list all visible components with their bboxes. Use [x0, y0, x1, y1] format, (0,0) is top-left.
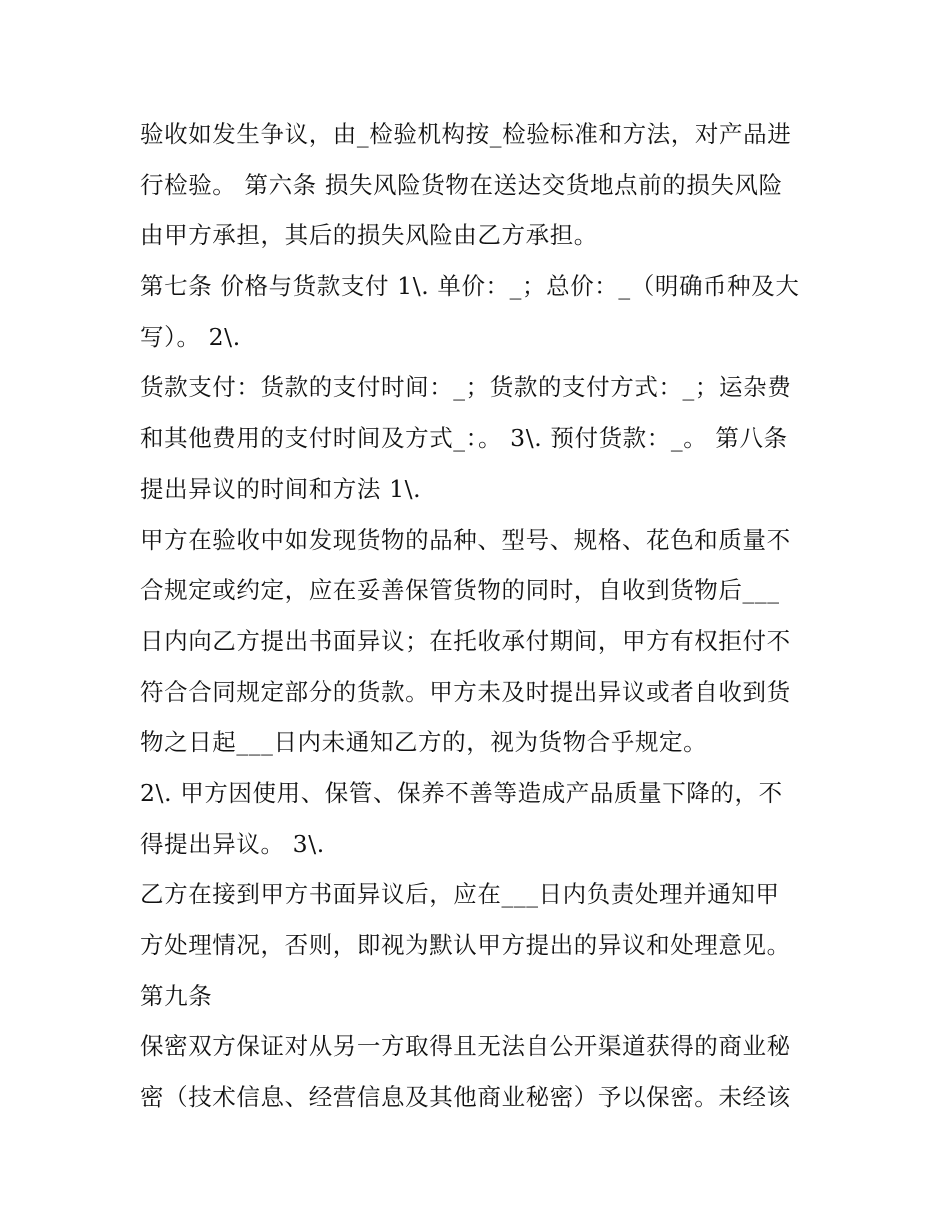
- text-line: 密（技术信息、经营信息及其他商业秘密）予以保密。未经该: [140, 1083, 791, 1112]
- text-line: 方处理情况，否则，即视为默认甲方提出的异议和处理意见。: [140, 931, 791, 959]
- text-line: 提出异议的时间和方法 1\.: [140, 474, 422, 503]
- text-line: 由甲方承担，其后的损失风险由乙方承担。: [140, 221, 598, 250]
- text-line: 验收如发生争议，由_检验机构按_检验标准和方法，对产品进: [140, 120, 792, 148]
- text-line: 和其他费用的支付时间及方式_：。 3\. 预付货款：_。 第八条: [140, 424, 788, 453]
- text-line: 合规定或约定，应在妥善保管货物的同时，自收到货物后___: [140, 576, 780, 605]
- text-line: 货款支付：货款的支付时间：_；货款的支付方式：_；运杂费: [140, 373, 792, 402]
- text-line: 第七条 价格与货款支付 1\. 单价：_；总价：_（明确币种及大: [140, 272, 800, 301]
- text-line: 日内向乙方提出书面异议；在托收承付期间，甲方有权拒付不: [140, 626, 791, 655]
- text-line: 得提出异议。 3\.: [140, 829, 325, 858]
- text-line: 行检验。 第六条 损失风险货物在送达交货地点前的损失风险: [140, 170, 783, 199]
- text-line: 2\. 甲方因使用、保管、保养不善等造成产品质量下降的，不: [140, 778, 783, 807]
- text-line: 乙方在接到甲方书面异议后，应在___日内负责处理并通知甲: [140, 880, 780, 909]
- text-line: 第九条: [140, 981, 213, 1010]
- text-line: 保密双方保证对从另一方取得且无法自公开渠道获得的商业秘: [140, 1032, 791, 1061]
- text-line: 符合合同规定部分的货款。甲方未及时提出异议或者自收到货: [140, 677, 791, 706]
- text-line: 甲方在验收中如发现货物的品种、型号、规格、花色和质量不: [140, 525, 791, 554]
- text-line: 写）。 2\.: [140, 322, 241, 351]
- text-line: 物之日起___日内未通知乙方的，视为货物合乎规定。: [140, 728, 708, 757]
- document-body: [140, 109, 820, 1123]
